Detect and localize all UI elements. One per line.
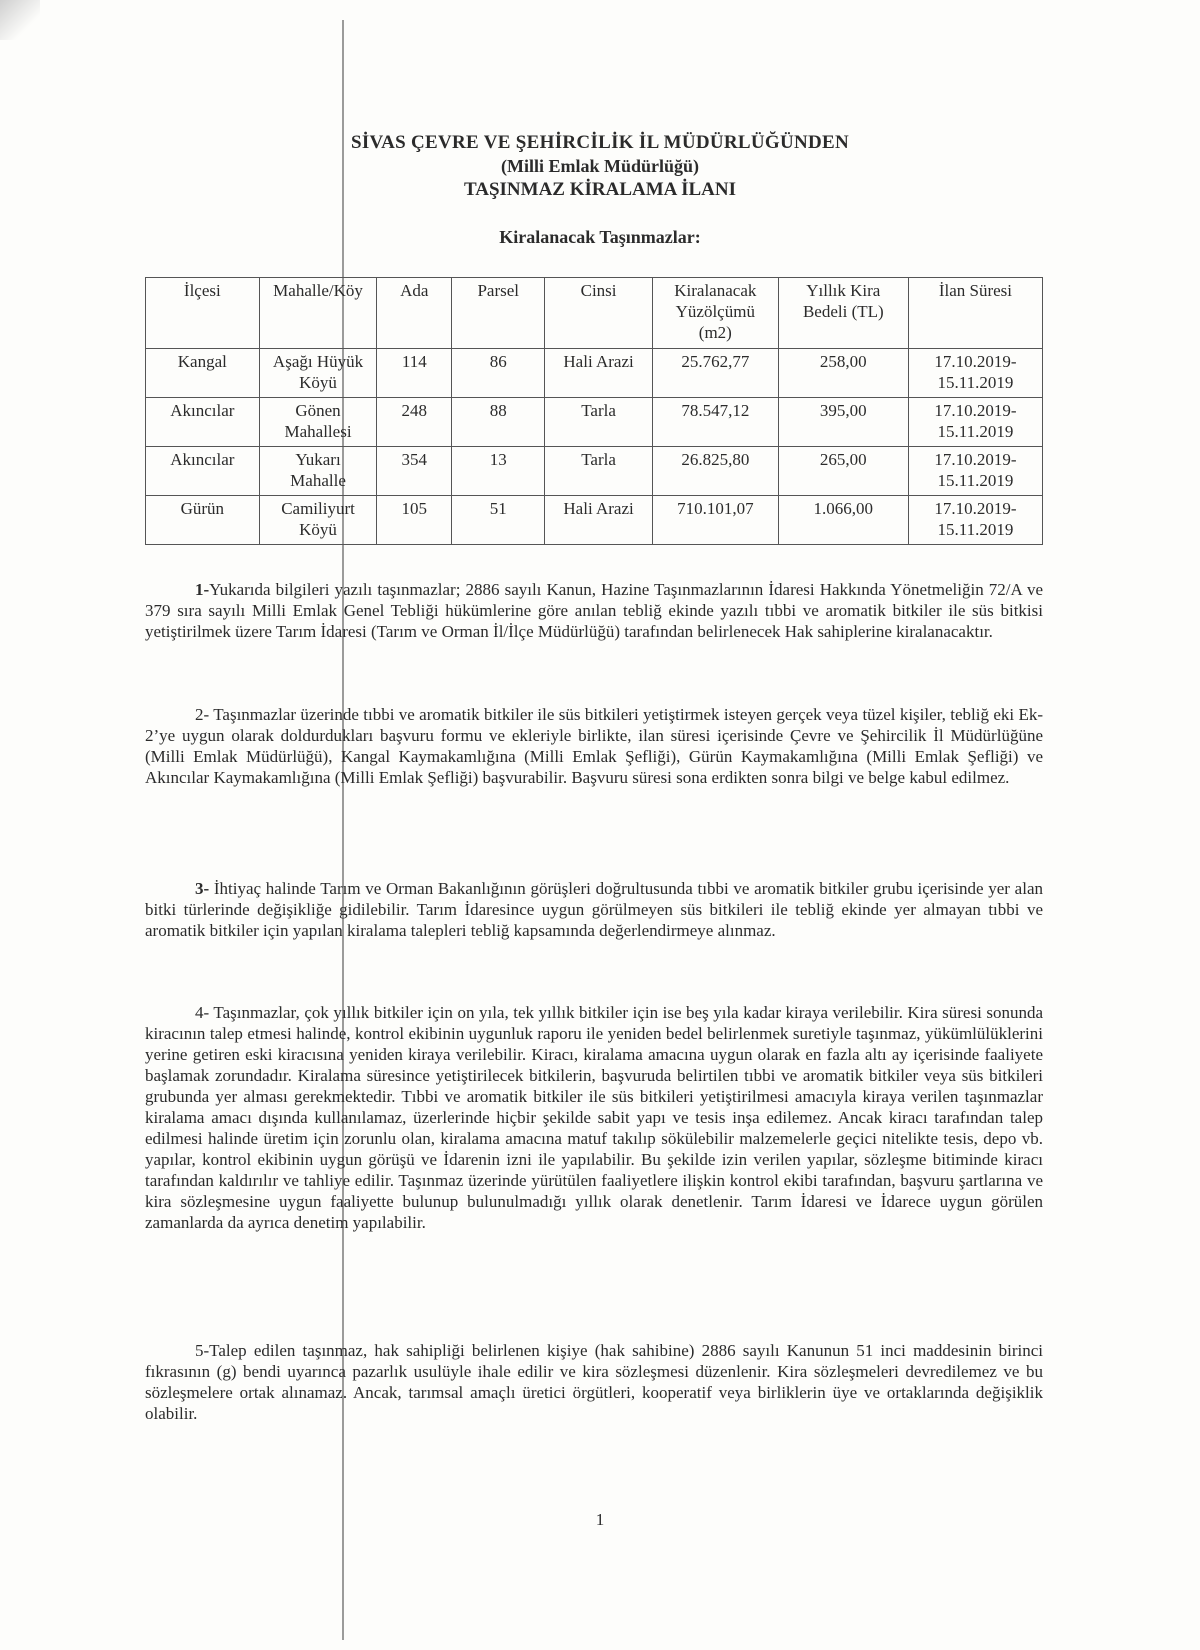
- article-5: [145, 1340, 1043, 1424]
- estates-table: [145, 277, 1043, 545]
- cell-parsel: 88: [452, 398, 545, 447]
- cell-ilce: Akıncılar: [146, 398, 260, 447]
- cell-ilan-suresi: 17.10.2019- 15.11.2019: [908, 398, 1042, 447]
- cell-parsel: 86: [452, 349, 545, 398]
- cell-kira-bedeli: 1.066,00: [778, 496, 908, 545]
- col-header-cins: Cinsi: [545, 278, 653, 349]
- cell-cins: Hali Arazi: [545, 349, 653, 398]
- article-4: [145, 1002, 1043, 1233]
- table-row: [146, 349, 1043, 398]
- table-row: [146, 496, 1043, 545]
- article-text: Taşınmazlar, çok yıllık bitkiler için on yıla, tek yıllık bitkiler için ise beş yıla kadar kiraya verilebilir. Kira süresi sonunda kiracının talep etmesi halinde, kontrol ekibinin uygunluk raporu ile yeniden bedel belirlenmek suretiyle taşınmaz, yükümlülüklerini yerine getiren eski kiracısına yeniden kiraya verilebilir. Kiracı, kiralama amacına uygun olarak en fazla altı ay içerisinde faaliyete başlamak zorundadır. Kiralama süresince yetiştirilecek bitkilerin, başvuruda belirtilen tıbbi ve aromatik bitkiler veya süs bitkileri grubunda yer alması gerekmektedir. Tıbbi ve aromatik bitkiler ile süs bitkileri yetiştirilmesi amacıyla kiraya verilen taşınmazlar kiralama amacı dışında kullanılamaz, üzerlerinde hiçbir şekilde sabit yapı ve tesis inşa edilemez. Ancak kiracı tarafından talep edilmesi halinde üretim için zorunlu olan, kiralama amacına matuf takılıp sökülebilir malzemelerle geçici nitelikte tesis, depo vb. yapılar, kontrol ekibinin uygun görüşü ve İdarenin izni ile yapılabilir. Bu şekilde izin verilen yapılar, sözleşme bitiminde kiracı tarafından kaldırılır ve tahliye edilir. Taşınmaz üzerinde yürütülen faaliyetlere ilişkin kontrol ekibi tarafından, başvuru şartlarına ve kira sözleşmesine uygun faaliyette bulunup bulunulmadığı yıllık olarak denetlenir. Tarım İdaresi ve İdarece uygun görülen zamanlarda da ayrıca denetim yapılabilir.: [145, 1003, 1043, 1232]
- cell-yuzolcumu: 710.101,07: [652, 496, 778, 545]
- issuer-title: SİVAS ÇEVRE VE ŞEHİRCİLİK İL MÜDÜRLÜĞÜNDEN: [350, 132, 850, 153]
- cell-cins: Hali Arazi: [545, 496, 653, 545]
- cell-parsel: 13: [452, 447, 545, 496]
- col-header-ada: Ada: [377, 278, 452, 349]
- col-header-ilan-suresi: İlan Süresi: [908, 278, 1042, 349]
- cell-ilce: Akıncılar: [146, 447, 260, 496]
- article-text: Taşınmazlar üzerinde tıbbi ve aromatik bitkiler ile süs bitkileri yetiştirmek isteyen gerçek veya tüzel kişiler, tebliğ eki Ek-2’ye uygun olarak doldurdukları başvuru formu ve ekleriyle birlikte, ilan süresi içerisinde Çevre ve Şehircilik İl Müdürlüğüne (Milli Emlak Müdürlüğü), Kangal Kaymakamlığına (Milli Emlak Şefliği), Gürün Kaymakamlığına (Milli Emlak Şefliği) ve Akıncılar Kaymakamlığına (Milli Emlak Şefliği) başvurabilir. Başvuru süresi sona erdikten sonra bilgi ve belge kabul edilmez.: [145, 705, 1043, 787]
- article-text: Talep edilen taşınmaz, hak sahipliği belirlenen kişiye (hak sahibine) 2886 sayılı Kanunun 51 inci maddesinin birinci fıkrasının (g) bendi uyarınca pazarlık usulüyle ihale edilir ve kira sözleşmesi düzenlenir. Kira sözleşmeleri devredilemez ve bu sözleşmelere ortak alınamaz. Ancak, tarımsal amaçlı üretici örgütleri, kooperatif veya birliklerin üye ve ortaklarında değişiklik olabilir.: [145, 1341, 1043, 1423]
- table-row: [146, 447, 1043, 496]
- article-number: 2-: [195, 705, 210, 724]
- cell-cins: Tarla: [545, 398, 653, 447]
- cell-ada: 105: [377, 496, 452, 545]
- article-number: 1-: [195, 580, 210, 599]
- article-number: 5-: [195, 1341, 210, 1360]
- cell-ilan-suresi: 17.10.2019- 15.11.2019: [908, 447, 1042, 496]
- cell-cins: Tarla: [545, 447, 653, 496]
- col-header-ilce: İlçesi: [146, 278, 260, 349]
- cell-ada: 248: [377, 398, 452, 447]
- notice-title: TAŞINMAZ KİRALAMA İLANI: [463, 179, 736, 200]
- table-row: [146, 398, 1043, 447]
- article-text: İhtiyaç halinde Tarım ve Orman Bakanlığının görüşleri doğrultusunda tıbbi ve aromatik bitkiler grubu içerisinde yer alan bitki türlerinde değişikliğe gidilebilir. Tarım İdaresince uygun görülmeyen süs bitkileri ile tebliğ ekinde yer almayan tıbbi ve aromatik bitkiler için yapılan kiralama talepleri tebliğ kapsamında değerlendirmeye alınmaz.: [145, 879, 1043, 940]
- page-number: 1: [595, 1510, 605, 1529]
- cell-mahalle: Yukarı Mahalle: [259, 447, 377, 496]
- cell-ilce: Gürün: [146, 496, 260, 545]
- cell-yuzolcumu: 26.825,80: [652, 447, 778, 496]
- cell-mahalle: Aşağı Hüyük Köyü: [259, 349, 377, 398]
- document-header: [0, 132, 1200, 248]
- article-3: [145, 878, 1043, 941]
- article-1: [145, 579, 1043, 642]
- col-header-mahalle: Mahalle/Köy: [259, 278, 377, 349]
- table-title: Kiralanacak Taşınmazlar:: [499, 227, 701, 247]
- article-text: Yukarıda bilgileri yazılı taşınmazlar; 2886 sayılı Kanun, Hazine Taşınmazlarının İdaresi Hakkında Yönetmeliğin 72/A ve 379 sıra sayılı Milli Emlak Genel Tebliği hükümlerine göre anılan tebliğ ekinde yazılı tıbbi ve aromatik bitkiler ile süs bitkisi yetiştirilmek üzere Tarım İdaresi (Tarım ve Orman İl/İlçe Müdürlüğü) tarafından belirlenecek Hak sahiplerine kiralanacaktır.: [145, 580, 1043, 641]
- cell-kira-bedeli: 265,00: [778, 447, 908, 496]
- cell-yuzolcumu: 78.547,12: [652, 398, 778, 447]
- col-header-parsel: Parsel: [452, 278, 545, 349]
- article-2: [145, 704, 1043, 788]
- cell-kira-bedeli: 258,00: [778, 349, 908, 398]
- cell-mahalle: Camiliyurt Köyü: [259, 496, 377, 545]
- cell-ilan-suresi: 17.10.2019- 15.11.2019: [908, 496, 1042, 545]
- cell-mahalle: Gönen Mahallesi: [259, 398, 377, 447]
- cell-ada: 114: [377, 349, 452, 398]
- scan-corner-shadow: [0, 0, 40, 40]
- cell-parsel: 51: [452, 496, 545, 545]
- article-number: 4-: [195, 1003, 210, 1022]
- table-header-row: [146, 278, 1043, 349]
- cell-yuzolcumu: 25.762,77: [652, 349, 778, 398]
- col-header-kira-bedeli: Yıllık Kira Bedeli (TL): [778, 278, 908, 349]
- cell-ilan-suresi: 17.10.2019- 15.11.2019: [908, 349, 1042, 398]
- issuer-subtitle: (Milli Emlak Müdürlüğü): [500, 156, 700, 176]
- article-number: 3-: [195, 879, 210, 898]
- col-header-yuzolcumu: Kiralanacak Yüzölçümü (m2): [652, 278, 778, 349]
- cell-kira-bedeli: 395,00: [778, 398, 908, 447]
- cell-ilce: Kangal: [146, 349, 260, 398]
- cell-ada: 354: [377, 447, 452, 496]
